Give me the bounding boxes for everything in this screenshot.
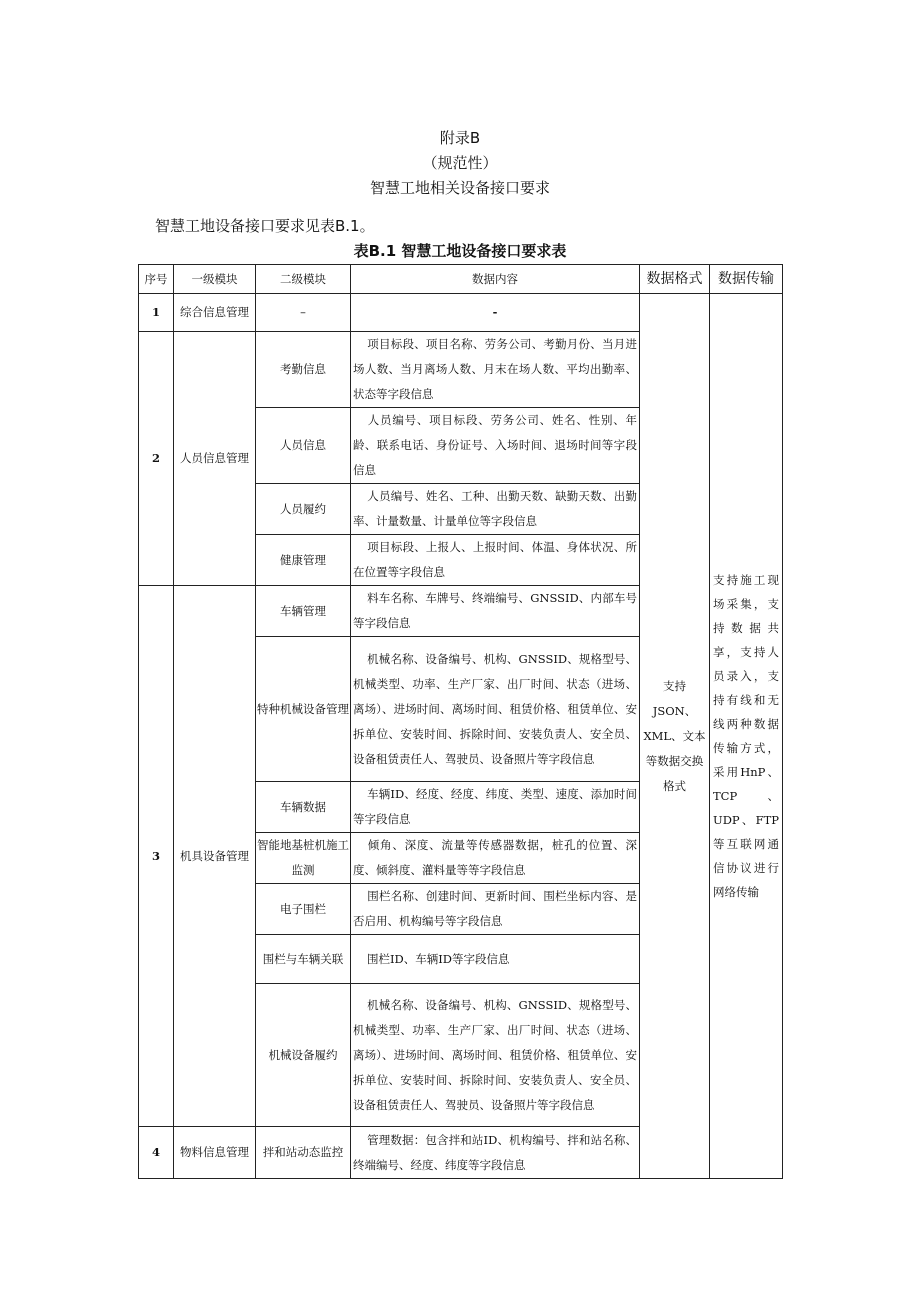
row-submodule: 车辆管理 [256, 586, 351, 637]
row-content: 车辆ID、经度、经度、纬度、类型、速度、添加时间等字段信息 [351, 782, 640, 833]
row-content: 围栏名称、创建时间、更新时间、围栏坐标内容、是否启用、机构编号等字段信息 [351, 884, 640, 935]
header-format: 数据格式 [640, 265, 710, 294]
header-transmission: 数据传输 [710, 265, 783, 294]
row-submodule: – [256, 294, 351, 332]
header-module: 一级模块 [174, 265, 256, 294]
row-submodule: 考勤信息 [256, 332, 351, 408]
row-submodule: 拌和站动态监控 [256, 1127, 351, 1179]
row-submodule: 智能地基桩机施工监测 [256, 833, 351, 884]
row-submodule: 人员信息 [256, 408, 351, 484]
appendix-label: 附录B [439, 129, 481, 147]
row-submodule: 人员履约 [256, 484, 351, 535]
row-content: 人员编号、项目标段、劳务公司、姓名、性别、年龄、联系电话、身份证号、入场时间、退场时间等字段信息 [351, 408, 640, 484]
intro-paragraph: 智慧工地设备接口要求见表B.1。 [155, 217, 375, 235]
row-seq: 4 [139, 1127, 174, 1179]
row-content: 料车名称、车牌号、终端编号、GNSSID、内部车号等字段信息 [351, 586, 640, 637]
row-module: 机具设备管理 [174, 586, 256, 1127]
row-content: 倾角、深度、流量等传感器数据，桩孔的位置、深度、倾斜度、灌料量等等字段信息 [351, 833, 640, 884]
appendix-title: 智慧工地相关设备接口要求 [369, 179, 550, 197]
row-seq: 1 [139, 294, 174, 332]
row-content: 机械名称、设备编号、机构、GNSSID、规格型号、机械类型、功率、生产厂家、出厂时间、状态（进场、离场）、进场时间、离场时间、租赁价格、租赁单位、安拆单位、安装时间、拆除时间、安装负责人、安全员、设备租赁责任人、驾驶员、设备照片等字段信息 [351, 637, 640, 782]
data-format-cell: 支持JSON、XML、文本等数据交换格式 [640, 294, 710, 1179]
row-module: 物料信息管理 [174, 1127, 256, 1179]
normative-label: （规范性） [422, 154, 498, 172]
row-content: 项目标段、上报人、上报时间、体温、身体状况、所在位置等字段信息 [351, 535, 640, 586]
data-transmission-cell: 支持施工现场采集，支持数据共享，支持人员录入，支持有线和无线两种数据传输方式，采用HnP、TCP、UDP、FTP等互联网通信协议进行网络传输 [710, 294, 783, 1179]
row-submodule: 电子围栏 [256, 884, 351, 935]
header-seq: 序号 [139, 265, 174, 294]
table-row [139, 294, 783, 332]
row-content: 人员编号、姓名、工种、出勤天数、缺勤天数、出勤率、计量数量、计量单位等字段信息 [351, 484, 640, 535]
table-caption: 表B.1 智慧工地设备接口要求表 [353, 242, 567, 260]
row-content: 管理数据：包含拌和站ID、机构编号、拌和站名称、终端编号、经度、纬度等字段信息 [351, 1127, 640, 1179]
row-submodule: 机械设备履约 [256, 984, 351, 1127]
row-content: 项目标段、项目名称、劳务公司、考勤月份、当月进场人数、当月离场人数、月末在场人数、平均出勤率、状态等字段信息 [351, 332, 640, 408]
header-content: 数据内容 [351, 265, 640, 294]
row-submodule: 车辆数据 [256, 782, 351, 833]
table-header-row [139, 265, 783, 294]
row-submodule: 特种机械设备管理 [256, 637, 351, 782]
interface-requirements-table [138, 264, 783, 1179]
row-module: 综合信息管理 [174, 294, 256, 332]
row-seq: 2 [139, 332, 174, 586]
row-submodule: 围栏与车辆关联 [256, 935, 351, 984]
row-module: 人员信息管理 [174, 332, 256, 586]
row-seq: 3 [139, 586, 174, 1127]
row-content: 围栏ID、车辆ID等字段信息 [351, 935, 640, 984]
header-submodule: 二级模块 [256, 265, 351, 294]
row-content: - [351, 294, 640, 332]
row-content: 机械名称、设备编号、机构、GNSSID、规格型号、机械类型、功率、生产厂家、出厂时间、状态（进场、离场）、进场时间、离场时间、租赁价格、租赁单位、安拆单位、安装时间、拆除时间、安装负责人、安全员、设备租赁责任人、驾驶员、设备照片等字段信息 [351, 984, 640, 1127]
row-submodule: 健康管理 [256, 535, 351, 586]
